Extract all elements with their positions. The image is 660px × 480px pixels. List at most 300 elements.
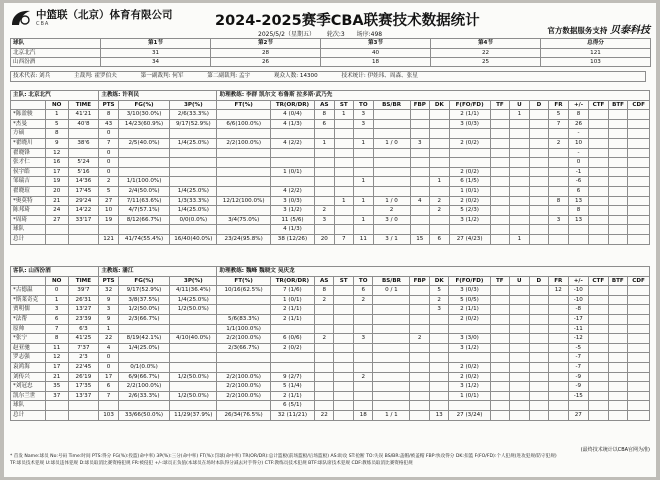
col-header: TIME: [68, 276, 99, 286]
stat-cell: [490, 401, 510, 411]
stat-cell: [510, 138, 530, 148]
player-name: *法帮: [11, 314, 46, 324]
stat-cell: [549, 225, 569, 235]
player-name: 总计: [11, 234, 46, 244]
stat-cell: -9: [568, 372, 589, 382]
stat-cell: 0: [99, 167, 119, 177]
stat-cell: 38'6: [68, 138, 99, 148]
stat-cell: 2: [353, 295, 373, 305]
stat-cell: [334, 138, 354, 148]
stat-cell: [217, 148, 270, 158]
player-row: [11, 215, 650, 225]
stat-cell: [429, 343, 449, 353]
col-header: TF: [490, 100, 510, 110]
stat-cell: [354, 148, 374, 158]
stat-cell: 3: [99, 305, 119, 315]
stat-cell: [354, 206, 374, 216]
stat-cell: [490, 215, 510, 225]
stat-cell: 4 (2/2): [270, 186, 314, 196]
stat-cell: [529, 129, 549, 139]
player-name: *奥莫特: [11, 196, 46, 206]
stat-cell: 1: [334, 110, 354, 120]
stat-cell: [430, 129, 450, 139]
stat-cell: [608, 295, 628, 305]
stat-cell: 41'21: [68, 110, 99, 120]
stat-cell: 3 (1/2): [270, 206, 314, 216]
stat-cell: [118, 148, 169, 158]
stat-cell: 4: [99, 343, 119, 353]
player-row: [11, 295, 650, 305]
stat-cell: [529, 391, 549, 401]
stat-cell: [118, 129, 169, 139]
stat-cell: [608, 119, 628, 129]
col-header: NO: [45, 276, 68, 286]
col-header: BTF: [608, 100, 628, 110]
stat-cell: [628, 158, 650, 168]
player-row: [11, 177, 650, 187]
stat-cell: [529, 314, 549, 324]
stat-cell: [608, 206, 628, 216]
stat-cell: [549, 343, 569, 353]
stat-cell: [449, 324, 490, 334]
stat-cell: 27 (4/23): [449, 234, 490, 244]
stat-cell: [549, 234, 569, 244]
stat-cell: [430, 158, 450, 168]
stat-cell: [410, 177, 430, 187]
stat-cell: [217, 353, 270, 363]
stat-cell: 38 (12/26): [270, 234, 314, 244]
stat-cell: 4/11(36.4%): [170, 286, 217, 296]
stat-cell: 9: [99, 295, 119, 305]
stat-cell: [449, 401, 490, 411]
stat-cell: 41/74(55.4%): [118, 234, 169, 244]
stat-cell: 3: [353, 334, 373, 344]
stat-cell: [510, 372, 530, 382]
stat-cell: 1: [45, 295, 68, 305]
stat-cell: 20: [315, 234, 335, 244]
stat-cell: 3 (0/3): [449, 119, 490, 129]
player-name: *古德温: [11, 286, 46, 296]
score-cell: 22: [431, 48, 541, 57]
player-name: 陈邦琦: [11, 206, 46, 216]
stat-cell: 10: [99, 206, 119, 216]
stat-cell: [589, 305, 609, 315]
stat-cell: [217, 167, 270, 177]
stat-cell: [608, 286, 628, 296]
player-name: 侯宇皓: [11, 167, 46, 177]
stat-cell: [430, 225, 450, 235]
stat-cell: [549, 401, 569, 411]
officials-row: [10, 71, 646, 82]
stat-cell: 2 (0/2): [449, 314, 490, 324]
score-cell: 28: [211, 48, 321, 57]
stat-cell: 1/2(50.0%): [170, 372, 217, 382]
stat-cell: [410, 158, 430, 168]
referee-main: 主裁判: 霍罗伯夫: [74, 73, 117, 79]
stat-cell: [334, 343, 354, 353]
player-name: 邹瑞吉: [11, 177, 46, 187]
stat-cell: [353, 343, 373, 353]
stat-cell: [589, 410, 609, 420]
stat-cell: 27: [568, 410, 589, 420]
stat-cell: [429, 372, 449, 382]
stat-cell: [354, 167, 374, 177]
stat-cell: 2/2(100.0%): [217, 382, 270, 392]
stat-cell: [410, 295, 430, 305]
stat-cell: [410, 110, 430, 120]
legend-line-1: * 首发 Name:球员 No:号码 Time:时间 PTS:得分 FG(%):投篮(命中率) 3P(%):三分(命中率) FT(%):罚球(命中率) TR(OR/DR):总计篮板(前场篮板/后场篮板) AS:助攻 ST:抢断 TO:失误 BS/BR:盖帽/被盖帽 FBP:快攻得分 DK:扣篮 F(FO/FD):个人犯规(进攻犯规/防守犯规): [10, 454, 557, 459]
stat-cell: [608, 186, 628, 196]
stat-cell: [373, 158, 410, 168]
stat-cell: [118, 353, 169, 363]
stat-cell: [549, 382, 569, 392]
player-name: 方硕: [11, 129, 46, 139]
stat-cell: [170, 362, 217, 372]
score-header-row: [11, 39, 651, 49]
stat-cell: [589, 225, 609, 235]
stat-cell: 3 (1/2): [449, 343, 490, 353]
player-name: *翟晓川: [11, 138, 46, 148]
col-header: FT(%): [217, 100, 270, 110]
player-name: 翟晓锋: [11, 148, 46, 158]
col-header: U: [510, 276, 530, 286]
col-header: D: [529, 100, 549, 110]
stat-cell: [490, 129, 510, 139]
stat-cell: 33/66(50.0%): [118, 410, 169, 420]
player-row: [11, 234, 650, 244]
stat-cell: 13: [568, 215, 589, 225]
stat-cell: 1: [510, 110, 530, 120]
stat-cell: 1 (0/1): [449, 186, 490, 196]
stat-cell: [430, 138, 450, 148]
stat-cell: [410, 324, 430, 334]
stat-cell: -7: [568, 362, 589, 372]
stat-cell: [270, 158, 314, 168]
stat-cell: [589, 206, 609, 216]
stat-cell: 17: [45, 362, 68, 372]
stat-cell: 0: [99, 362, 119, 372]
stat-cell: 8/19(42.1%): [118, 334, 169, 344]
stat-cell: [373, 119, 410, 129]
player-name: 球队: [11, 401, 46, 411]
stat-cell: 2 (1/1): [270, 305, 314, 315]
player-row: [11, 119, 650, 129]
stat-cell: [353, 391, 373, 401]
stat-cell: -11: [568, 324, 589, 334]
stat-cell: [608, 401, 628, 411]
stat-cell: [217, 110, 270, 120]
stat-cell: [628, 372, 650, 382]
stat-cell: [118, 401, 169, 411]
stat-cell: [373, 177, 410, 187]
stat-cell: [529, 382, 549, 392]
stat-cell: [510, 305, 530, 315]
stat-cell: [608, 234, 628, 244]
stat-cell: 1 (0/1): [270, 295, 314, 305]
stat-cell: [373, 110, 410, 120]
stat-cell: [589, 353, 609, 363]
stat-cell: [510, 206, 530, 216]
stat-cell: [118, 225, 169, 235]
stat-cell: [68, 225, 99, 235]
stat-cell: 1/4(25.0%): [118, 343, 169, 353]
stat-cell: [628, 119, 650, 129]
stat-cell: 8: [568, 206, 589, 216]
col-header: CDF: [628, 276, 650, 286]
stat-cell: [510, 215, 530, 225]
stat-cell: [410, 401, 430, 411]
stat-cell: [217, 295, 270, 305]
stat-cell: [99, 225, 119, 235]
stat-cell: [315, 196, 335, 206]
stat-cell: [373, 362, 410, 372]
stat-cell: [529, 119, 549, 129]
stat-cell: 13: [568, 196, 589, 206]
stat-cell: [510, 343, 530, 353]
stat-cell: 21: [45, 372, 68, 382]
stat-cell: [170, 343, 217, 353]
stat-cell: [170, 314, 217, 324]
stat-cell: [510, 295, 530, 305]
stat-cell: [549, 353, 569, 363]
stat-cell: [449, 158, 490, 168]
stat-cell: [449, 353, 490, 363]
col-header: AS: [315, 100, 335, 110]
player-name: *周琦: [11, 215, 46, 225]
stat-cell: 3: [410, 138, 430, 148]
score-team-name: 北京北汽: [11, 48, 101, 57]
stat-cell: 2/6(33.3%): [170, 110, 217, 120]
stat-cell: [589, 314, 609, 324]
col-header: F(FO/FD): [449, 100, 490, 110]
legend-line-2: TF:球员技术犯规 U:球员违体犯规 D:球员取消比赛资格犯规 FR:被侵犯 +/-:球员正负值(本球员在场时本队得分减去对手得分) CTF:教练员技术犯规 BTF:球队席技术犯规 CDF:教练员取消比赛资格犯规: [10, 460, 413, 466]
stat-cell: [315, 129, 335, 139]
stat-cell: 2 (0/2): [270, 343, 314, 353]
stat-cell: 1: [430, 177, 450, 187]
col-header: NO: [45, 100, 68, 110]
stat-cell: [490, 177, 510, 187]
stat-cell: 22: [99, 334, 119, 344]
stat-cell: 26: [568, 119, 589, 129]
stat-cell: [217, 177, 270, 187]
player-row: [11, 158, 650, 168]
stat-cell: [334, 401, 354, 411]
stat-cell: 1: [315, 138, 335, 148]
stat-cell: [373, 129, 410, 139]
stat-cell: [608, 177, 628, 187]
stat-cell: 0 / 1: [373, 286, 410, 296]
stat-cell: [410, 215, 430, 225]
player-row: [11, 167, 650, 177]
stat-cell: 7'37: [68, 343, 99, 353]
stat-cell: 1/2(50.0%): [118, 305, 169, 315]
stat-cell: 3 (1/2): [449, 382, 490, 392]
stat-cell: [589, 343, 609, 353]
stat-cell: 3/4(75.0%): [217, 215, 270, 225]
stat-cell: [549, 362, 569, 372]
stat-cell: 7: [45, 324, 68, 334]
stat-cell: [410, 167, 430, 177]
score-col-total: 总得分: [541, 39, 651, 49]
stat-cell: 1: [354, 196, 374, 206]
stat-cell: 1: [334, 196, 354, 206]
stat-cell: [490, 295, 510, 305]
stat-cell: 17: [45, 167, 68, 177]
game-date: 2025/5/2（星期五）: [258, 31, 315, 38]
stat-cell: [529, 410, 549, 420]
player-name: 原帅: [11, 324, 46, 334]
stat-cell: 20: [45, 186, 68, 196]
stat-cell: [589, 362, 609, 372]
score-cell: 121: [541, 48, 651, 57]
stat-cell: [315, 186, 335, 196]
stat-cell: 3/8(37.5%): [118, 295, 169, 305]
stat-cell: [510, 314, 530, 324]
stat-cell: 1: [354, 138, 374, 148]
player-row: [11, 362, 650, 372]
stat-cell: 1/4(25.0%): [170, 138, 217, 148]
stat-cell: 18: [353, 410, 373, 420]
stat-cell: -: [568, 148, 589, 158]
stat-cell: [429, 382, 449, 392]
col-header: AS: [314, 276, 334, 286]
stat-cell: [549, 206, 569, 216]
stat-cell: 16/40(40.0%): [170, 234, 217, 244]
stat-cell: [334, 391, 354, 401]
stat-cell: 0: [45, 286, 68, 296]
stat-cell: [490, 234, 510, 244]
stat-cell: 11/29(37.9%): [170, 410, 217, 420]
stat-cell: 2/3(66.7%): [118, 314, 169, 324]
stat-cell: [510, 382, 530, 392]
stat-cell: 1/2(50.0%): [170, 305, 217, 315]
col-header: PTS: [99, 100, 119, 110]
stat-cell: 37: [45, 391, 68, 401]
stat-cell: 2: [430, 196, 450, 206]
stat-cell: [589, 129, 609, 139]
stat-cell: [529, 138, 549, 148]
player-row: [11, 110, 650, 120]
stat-cell: 3 / 0: [373, 215, 410, 225]
player-row: [11, 324, 650, 334]
stat-cell: [510, 186, 530, 196]
stat-cell: [510, 158, 530, 168]
stat-cell: 1/3(33.3%): [170, 196, 217, 206]
stat-cell: [410, 382, 430, 392]
stat-cell: [314, 382, 334, 392]
stat-cell: [353, 353, 373, 363]
stat-cell: 2 (0/2): [449, 362, 490, 372]
stat-cell: [334, 148, 354, 158]
col-header: +/-: [568, 100, 589, 110]
stat-cell: [270, 148, 314, 158]
stat-cell: [608, 138, 628, 148]
stat-cell: [217, 186, 270, 196]
col-header: 3P(%): [170, 276, 217, 286]
stat-cell: 9: [45, 138, 68, 148]
col-header: F(FO/FD): [449, 276, 490, 286]
stat-cell: [589, 234, 609, 244]
stat-cell: [529, 148, 549, 158]
stat-cell: 2 (1/1): [449, 110, 490, 120]
stat-cell: 5: [549, 110, 569, 120]
stat-cell: [373, 334, 410, 344]
stat-cell: 24: [45, 206, 68, 216]
stat-cell: [430, 167, 450, 177]
stat-cell: 6/6(100.0%): [217, 119, 270, 129]
player-name: *陈盈骏: [11, 110, 46, 120]
stat-cell: [430, 119, 450, 129]
stat-cell: 5'16: [68, 167, 99, 177]
stat-cell: [373, 353, 410, 363]
stat-cell: [568, 234, 589, 244]
player-row: [11, 391, 650, 401]
stat-cell: 22: [314, 410, 334, 420]
stat-cell: 6: [568, 186, 589, 196]
stat-cell: [490, 196, 510, 206]
stat-cell: [45, 401, 68, 411]
stat-cell: [628, 215, 650, 225]
stat-cell: [529, 353, 549, 363]
stat-cell: 1/1(100.0%): [217, 324, 270, 334]
stat-cell: 6: [45, 314, 68, 324]
stat-cell: [589, 401, 609, 411]
stat-cell: 1: [99, 324, 119, 334]
stat-cell: 15: [410, 234, 430, 244]
stat-cell: [410, 362, 430, 372]
stat-cell: 0/1(0.0%): [118, 362, 169, 372]
stat-cell: 6/9(66.7%): [118, 372, 169, 382]
player-row: [11, 129, 650, 139]
assistant-coaches: 助理教练: 李群 凯尔文 布鲁斯 拉多斯·武乃先: [217, 91, 650, 101]
stat-cell: 26'31: [68, 295, 99, 305]
stat-cell: 14'22: [68, 206, 99, 216]
col-header: CTF: [589, 276, 609, 286]
stat-cell: 1: [45, 110, 68, 120]
stat-cell: 2/3(66.7%): [217, 343, 270, 353]
stat-cell: [589, 324, 609, 334]
quarter-scores-table: [10, 38, 651, 67]
stat-cell: 1 / 0: [373, 196, 410, 206]
stat-cell: [334, 382, 354, 392]
stat-cell: [270, 353, 314, 363]
player-row: [11, 225, 650, 235]
player-name: *张宁: [11, 334, 46, 344]
stat-cell: [315, 158, 335, 168]
stat-cell: [628, 129, 650, 139]
score-cell: 26: [211, 58, 321, 67]
stat-cell: [529, 401, 549, 411]
stat-cell: [549, 167, 569, 177]
score-col-q1: 第1节: [101, 39, 211, 49]
stat-cell: 10/16(62.5%): [217, 286, 270, 296]
referee-second: 第二副裁判: 孟宇: [207, 73, 251, 79]
stat-cell: 8: [549, 196, 569, 206]
stat-cell: [68, 410, 99, 420]
stat-cell: [315, 225, 335, 235]
stat-cell: 17'35: [68, 382, 99, 392]
stat-cell: 11: [45, 343, 68, 353]
stat-cell: 6: [99, 382, 119, 392]
stat-cell: [490, 286, 510, 296]
stat-cell: [68, 234, 99, 244]
away-team-table: [10, 266, 650, 421]
stat-cell: 2/6(33.3%): [118, 391, 169, 401]
stat-cell: -12: [568, 334, 589, 344]
stat-cell: [608, 343, 628, 353]
stat-cell: [510, 148, 530, 158]
stat-cell: [589, 177, 609, 187]
